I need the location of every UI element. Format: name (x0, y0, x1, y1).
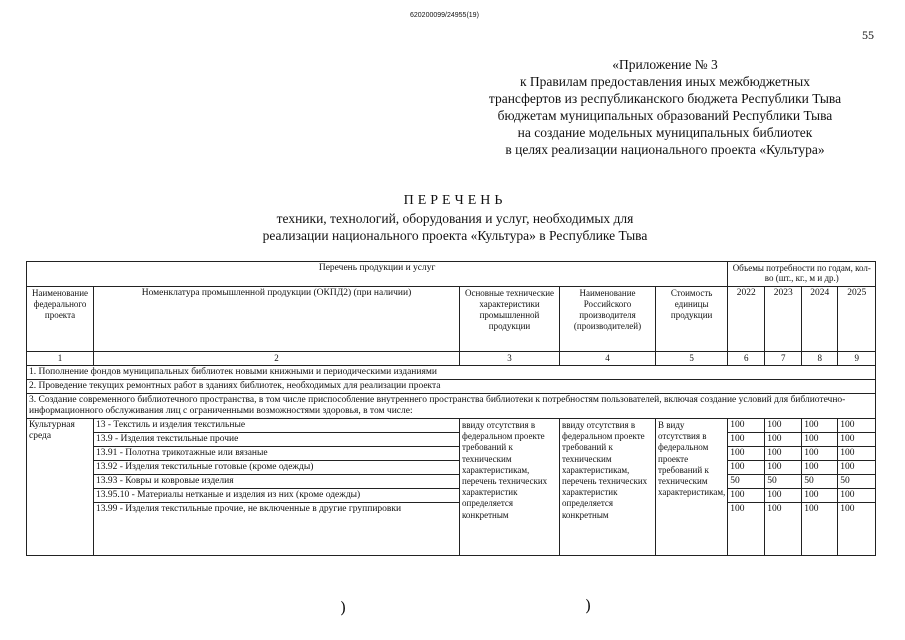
volume-cell: 100 (728, 461, 765, 475)
volume-cell: 100 (728, 489, 765, 503)
section-row: 2. Проведение текущих ремонтных работ в зданиях библиотек, необходимых для реализации проекта (27, 380, 876, 394)
okpd-item: 13.99 - Изделия текстильные прочие, не включенные в другие группировки (94, 503, 460, 556)
col-header-okpd: Номенклатура промышленной продукции (ОКПД2) (при наличии) (94, 287, 460, 352)
volume-cell: 100 (765, 503, 802, 556)
volume-cell: 100 (838, 433, 876, 447)
volume-cell: 100 (838, 503, 876, 556)
document-id: 620200099/24955(19) (410, 12, 479, 19)
year-header: 2023 (765, 287, 802, 352)
volume-cell: 100 (765, 489, 802, 503)
handwritten-mark: ) (585, 596, 592, 615)
volume-cell: 100 (765, 419, 802, 433)
volume-cell: 50 (765, 475, 802, 489)
volume-cell: 100 (728, 503, 765, 556)
volume-cell: 100 (802, 433, 838, 447)
okpd-item: 13.95.10 - Материалы нетканые и изделия из них (кроме одежды) (94, 489, 460, 503)
project-name: Культурная среда (27, 419, 94, 556)
section-row: 3. Создание современного библиотечного пространства, в том числе приспособление внутреннего пространства библиотеки к потребностям пользователей, включая создание условий для библиотечно-информационного обслуживания лиц с ограниченными возможностями здоровья, в том числе: (27, 394, 876, 419)
appendix-line: трансфертов из республиканского бюджета Республики Тыва (488, 91, 842, 106)
appendix-line: к Правилам предоставления иных межбюджетных (520, 74, 810, 89)
volume-cell: 50 (838, 475, 876, 489)
col-number: 3 (460, 352, 560, 366)
volumes-header: Объемы потребности по годам, кол-во (шт., кг., м и др.) (728, 262, 876, 287)
okpd-item: 13.92 - Изделия текстильные готовые (кроме одежды) (94, 461, 460, 475)
year-header: 2024 (802, 287, 838, 352)
cost-text: В виду отсутствия в федеральном проекте требований к техническим характеристикам, (656, 419, 728, 556)
col-number: 9 (838, 352, 876, 366)
col-number: 6 (728, 352, 765, 366)
volume-cell: 100 (802, 461, 838, 475)
appendix-line: в целях реализации национального проекта «Культура» (505, 142, 825, 157)
okpd-item: 13.91 - Полотна трикотажные или вязаные (94, 447, 460, 461)
col-header-name: Наименование федерального проекта (27, 287, 94, 352)
appendix-note (440, 56, 890, 158)
col-header-specs: Основные технические характеристики промышленной продукции (460, 287, 560, 352)
col-number: 1 (27, 352, 94, 366)
appendix-line: на создание модельных муниципальных библиотек (517, 125, 813, 140)
section-row: 1. Пополнение фондов муниципальных библиотек новыми книжными и периодическими изданиями (27, 366, 876, 380)
col-number: 7 (765, 352, 802, 366)
volume-cell: 100 (838, 447, 876, 461)
volume-cell: 100 (802, 419, 838, 433)
col-header-producer: Наименование Российского производителя (производителей) (560, 287, 656, 352)
volume-cell: 100 (728, 447, 765, 461)
document-title (190, 192, 720, 244)
page-number: 55 (862, 28, 874, 42)
col-number: 2 (94, 352, 460, 366)
volume-cell: 50 (802, 475, 838, 489)
col-header-cost: Стоимость единицы продукции (656, 287, 728, 352)
volume-cell: 100 (728, 419, 765, 433)
okpd-item: 13 - Текстиль и изделия текстильные (94, 419, 460, 433)
handwritten-mark: ) (340, 598, 347, 617)
volume-cell: 100 (838, 461, 876, 475)
okpd-item: 13.93 - Ковры и ковровые изделия (94, 475, 460, 489)
okpd-item: 13.9 - Изделия текстильные прочие (94, 433, 460, 447)
title-line: реализации национального проекта «Культура» в Республике Тыва (262, 228, 648, 243)
volume-cell: 100 (802, 503, 838, 556)
group-header: Перечень продукции и услуг (27, 262, 728, 287)
volume-cell: 100 (838, 489, 876, 503)
volume-cell: 50 (728, 475, 765, 489)
col-number: 8 (802, 352, 838, 366)
volume-cell: 100 (802, 447, 838, 461)
appendix-line: бюджетам муниципальных образований Республики Тыва (497, 108, 833, 123)
year-header: 2022 (728, 287, 765, 352)
col-number: 4 (560, 352, 656, 366)
title-heading: ПЕРЕЧЕНЬ (403, 193, 507, 208)
volume-cell: 100 (802, 489, 838, 503)
products-table (26, 261, 876, 556)
volume-cell: 100 (765, 433, 802, 447)
specs-text: ввиду отсутствия в федеральном проекте требований к техническим характеристикам, перечень технических характеристик определяется конкретным (460, 419, 560, 556)
volume-cell: 100 (765, 461, 802, 475)
title-line: техники, технологий, оборудования и услуг, необходимых для (276, 211, 634, 226)
volume-cell: 100 (838, 419, 876, 433)
col-number: 5 (656, 352, 728, 366)
year-header: 2025 (838, 287, 876, 352)
volume-cell: 100 (765, 447, 802, 461)
appendix-line: «Приложение № 3 (612, 57, 718, 72)
volume-cell: 100 (728, 433, 765, 447)
producer-text: ввиду отсутствия в федеральном проекте требований к техническим характеристикам, перечень технических характеристик определяется конкретным (560, 419, 656, 556)
